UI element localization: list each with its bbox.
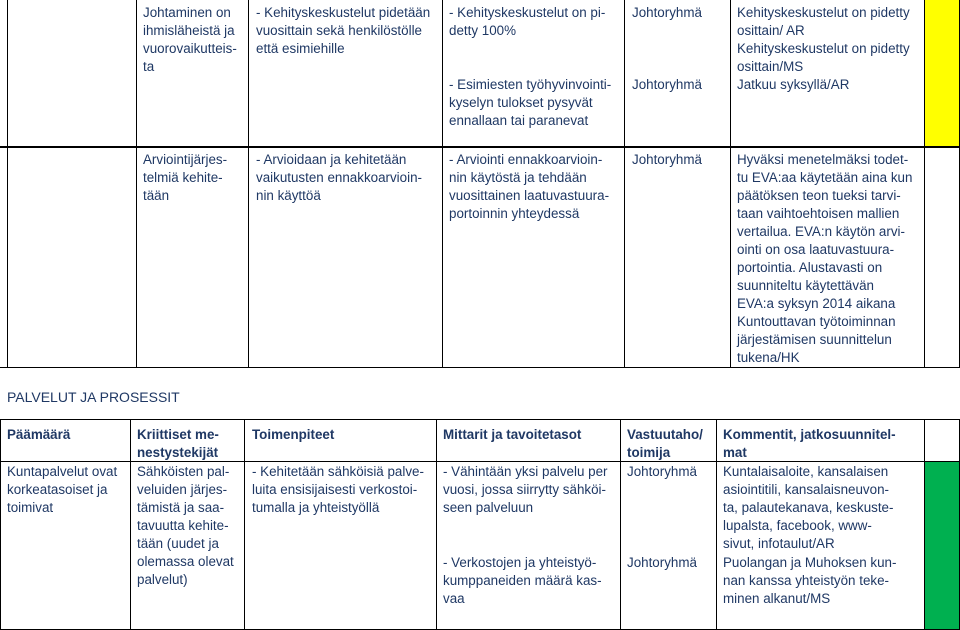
owner-cell: Johtoryhmä (632, 77, 702, 92)
col-divider (130, 419, 131, 630)
col-divider (136, 0, 137, 368)
col-divider (248, 0, 249, 368)
comment-cell: Hyväksi menetelmäksi todet- tu EVA:aa käytetään aina kun päätöksen teon tueksi tarvi- taan vaihtoehtoisen mallien vertailua. EVA:n käytön arvi- ointi on osa laatuvastuura- portointia. Alustavasti on suunniteltu käytettävän EVA:a syksyn 2014 aikana Kuntouttavan työtoiminnan järjestämisen suunnittelun tukena/HK (737, 152, 913, 365)
status-indicator-yellow (925, 0, 960, 146)
header-critical-factors: Kriittiset me- nestystekijät (137, 427, 219, 460)
col-divider (436, 419, 437, 630)
col-divider (0, 419, 1, 630)
header-goal: Päämäärä (7, 427, 71, 442)
col-divider (244, 419, 245, 630)
row-divider (0, 367, 960, 368)
metric-cell: - Vähintään yksi palvelu per vuosi, jossa siirrytty sähköi- seen palveluun (443, 464, 608, 515)
section-title: PALVELUT JA PROSESSIT (7, 389, 180, 405)
header-actions: Toimenpiteet (252, 427, 335, 442)
metric-cell: - Arviointi ennakkoarvioin- nin käytöstä ja tehdään vuosittainen laatuvastuura- portoinnin yhteydessä (449, 152, 610, 221)
row-divider (0, 147, 960, 148)
action-cell: - Kehityskeskustelut pidetään vuosittain sekä henkilöstölle että esimiehille (256, 5, 431, 56)
col-divider (624, 0, 625, 368)
critical-factor-cell: Sähköisten pal- veluiden järjes- tämistä ja saa- tavuutta kehite- tään (uudet ja olemassa olevat palvelut) (137, 464, 234, 587)
action-cell: - Arvioidaan ja kehitetään vaikutusten ennakkoarvioin- nin käyttöä (256, 152, 422, 203)
col-divider (730, 0, 731, 368)
metric-cell: - Verkostojen ja yhteistyö- kumppaneiden määrä kas- vaa (443, 555, 602, 606)
goal-cell: Johtaminen on ihmisläheistä ja vuorovaikutteis- ta (143, 5, 237, 74)
owner-cell: Johtoryhmä (627, 464, 697, 479)
header-owner: Vastuutaho/ toimija (627, 427, 703, 460)
metric-cell: - Esimiesten työhyvinvointi- kyselyn tulokset pysyvät ennallaan tai paranevat (449, 77, 612, 128)
comment-cell: Kuntalaisaloite, kansalaisen asiointitili, kansalaisneuvon- ta, palautekanava, keskuste- lupalsta, facebook, www- sivut, infotaulut/AR (723, 464, 894, 551)
comment-cell: Jatkuu syksyllä/AR (737, 77, 850, 92)
col-divider (620, 419, 621, 630)
col-divider (7, 0, 8, 368)
status-indicator-green (925, 462, 960, 630)
owner-cell: Johtoryhmä (632, 152, 702, 167)
comment-cell: Puolangan ja Muhoksen kun- nan kanssa yhteistyön teke- minen alkanut/MS (723, 555, 897, 606)
header-comments: Kommentit, jatkosuunnitel- mat (723, 427, 896, 460)
owner-cell: Johtoryhmä (632, 5, 702, 20)
row-divider (0, 419, 960, 420)
col-divider (442, 0, 443, 368)
goal-cell: Kuntapalvelut ovat korkeatasoiset ja toimivat (7, 464, 118, 515)
owner-cell: Johtoryhmä (627, 555, 697, 570)
comment-cell: Kehityskeskustelut on pidetty osittain/ AR Kehityskeskustelut on pidetty osittain/MS (737, 5, 910, 74)
goal-cell: Arviointijärjes- telmiä kehite- tään (143, 152, 228, 203)
header-metrics: Mittarit ja tavoitetasot (443, 427, 582, 442)
col-divider (924, 419, 925, 630)
col-divider (924, 0, 925, 368)
metric-cell: - Kehityskeskustelut on pi- detty 100% (449, 5, 606, 38)
action-cell: - Kehitetään sähköisiä palve- luita ensisijaisesti verkostoi- tumalla ja yhteistyöllä (252, 464, 424, 515)
col-divider (716, 419, 717, 630)
